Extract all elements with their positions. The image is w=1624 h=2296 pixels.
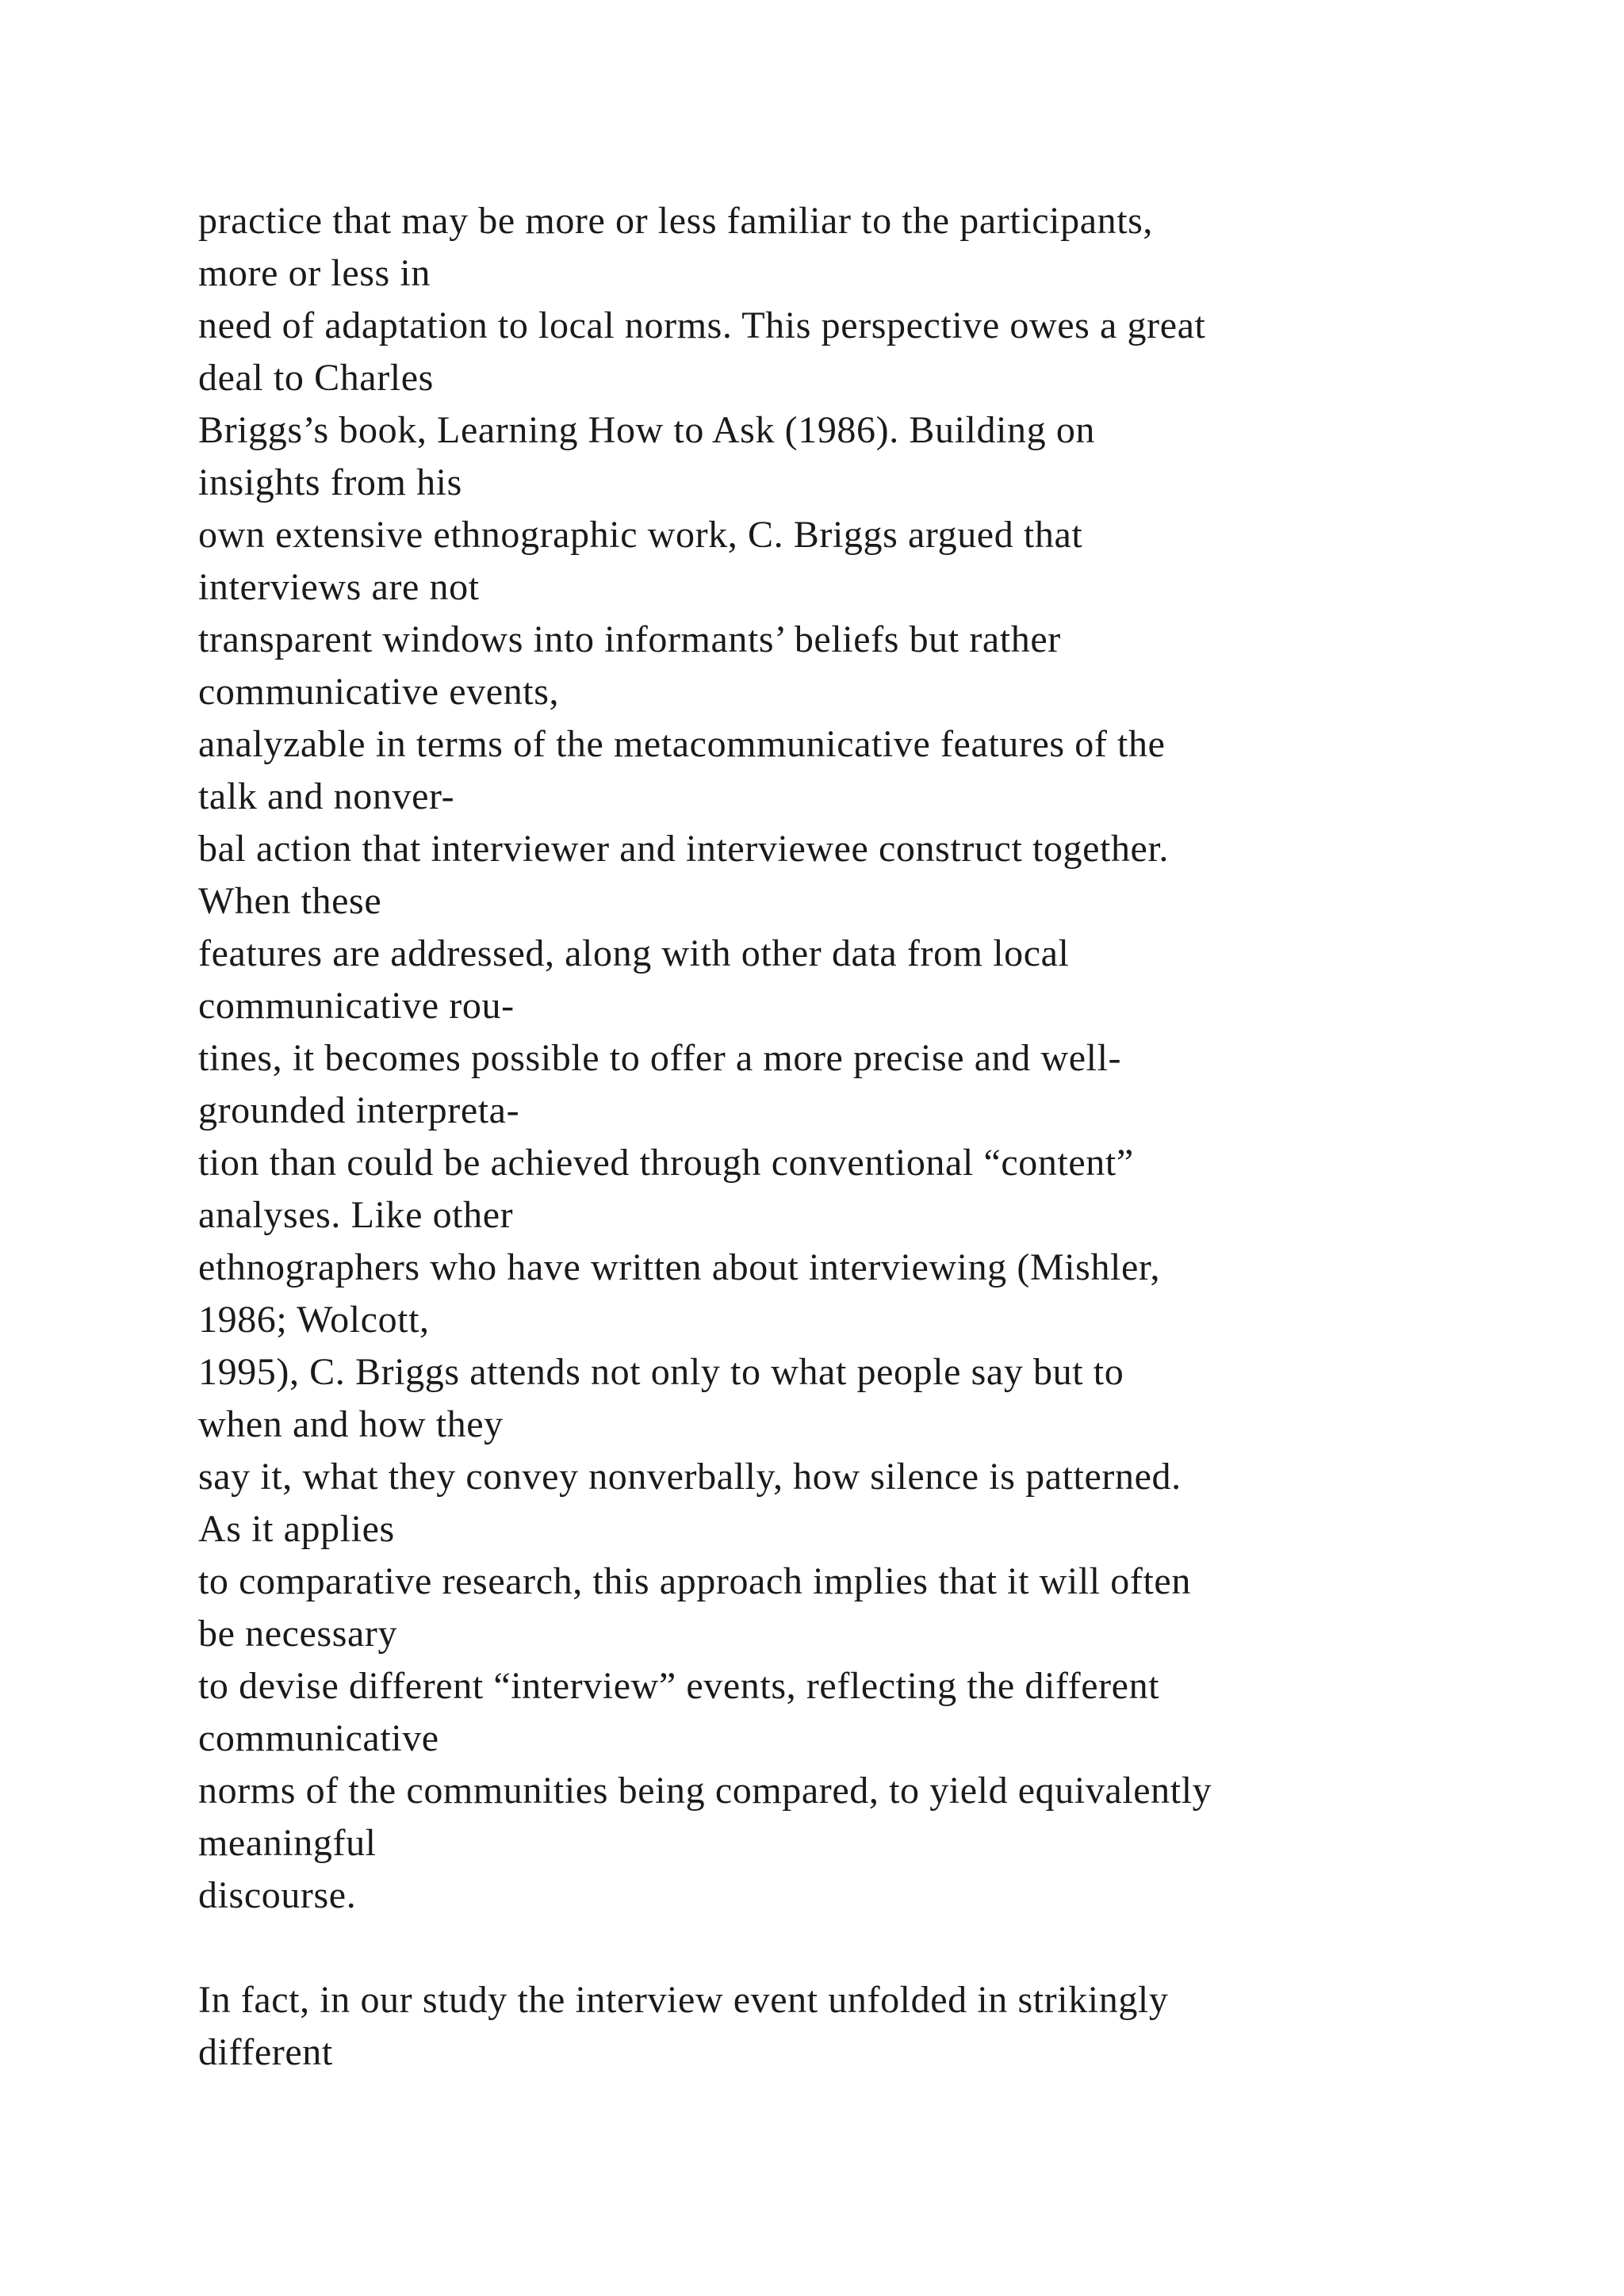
text-line: be necessary xyxy=(198,1613,398,1655)
text-line: to devise different “interview” events, reflecting the different xyxy=(198,1665,1160,1707)
text-line: practice that may be more or less familiar to the participants, xyxy=(198,200,1154,242)
text-line: talk and nonver- xyxy=(198,775,455,817)
text-line: need of adaptation to local norms. This perspective owes a great xyxy=(198,304,1206,346)
text-line: 1986; Wolcott, xyxy=(198,1299,430,1341)
text-line: more or less in xyxy=(198,252,431,294)
body-text xyxy=(198,195,1562,2079)
text-line: tines, it becomes possible to offer a more precise and well- xyxy=(198,1037,1122,1079)
text-line: when and how they xyxy=(198,1403,504,1445)
text-line: analyses. Like other xyxy=(198,1194,514,1236)
text-line: norms of the communities being compared, to yield equivalently xyxy=(198,1770,1212,1812)
text-line: meaningful xyxy=(198,1822,377,1864)
text-line: to comparative research, this approach implies that it will often xyxy=(198,1560,1191,1602)
text-line: 1995), C. Briggs attends not only to what people say but to xyxy=(198,1351,1124,1393)
text-line: grounded interpreta- xyxy=(198,1089,520,1131)
text-line: interviews are not xyxy=(198,566,480,608)
paragraph-gap xyxy=(198,1922,1562,1974)
text-line: Briggs’s book, Learning How to Ask (1986). Building on xyxy=(198,409,1096,451)
text-line: ethnographers who have written about interviewing (Mishler, xyxy=(198,1246,1161,1288)
text-line: different xyxy=(198,2031,333,2073)
text-line: own extensive ethnographic work, C. Briggs argued that xyxy=(198,514,1083,556)
text-line: deal to Charles xyxy=(198,357,434,399)
paragraph-1 xyxy=(198,195,1562,1922)
text-line: As it applies xyxy=(198,1508,395,1550)
text-line: communicative rou- xyxy=(198,985,515,1027)
text-line: analyzable in terms of the metacommunicative features of the xyxy=(198,723,1166,765)
text-line: communicative events, xyxy=(198,671,560,713)
text-line: bal action that interviewer and interviewee construct together. xyxy=(198,828,1169,870)
text-line: insights from his xyxy=(198,461,462,503)
text-line: transparent windows into informants’ beliefs but rather xyxy=(198,618,1061,660)
text-line: When these xyxy=(198,880,382,922)
paragraph-2 xyxy=(198,1974,1562,2079)
text-line: In fact, in our study the interview event unfolded in strikingly xyxy=(198,1979,1169,2021)
text-line: say it, what they convey nonverbally, how silence is patterned. xyxy=(198,1456,1182,1498)
text-line: features are addressed, along with other data from local xyxy=(198,932,1070,974)
text-line: discourse. xyxy=(198,1874,357,1916)
text-line: communicative xyxy=(198,1717,439,1759)
text-line: tion than could be achieved through conventional “content” xyxy=(198,1142,1134,1184)
